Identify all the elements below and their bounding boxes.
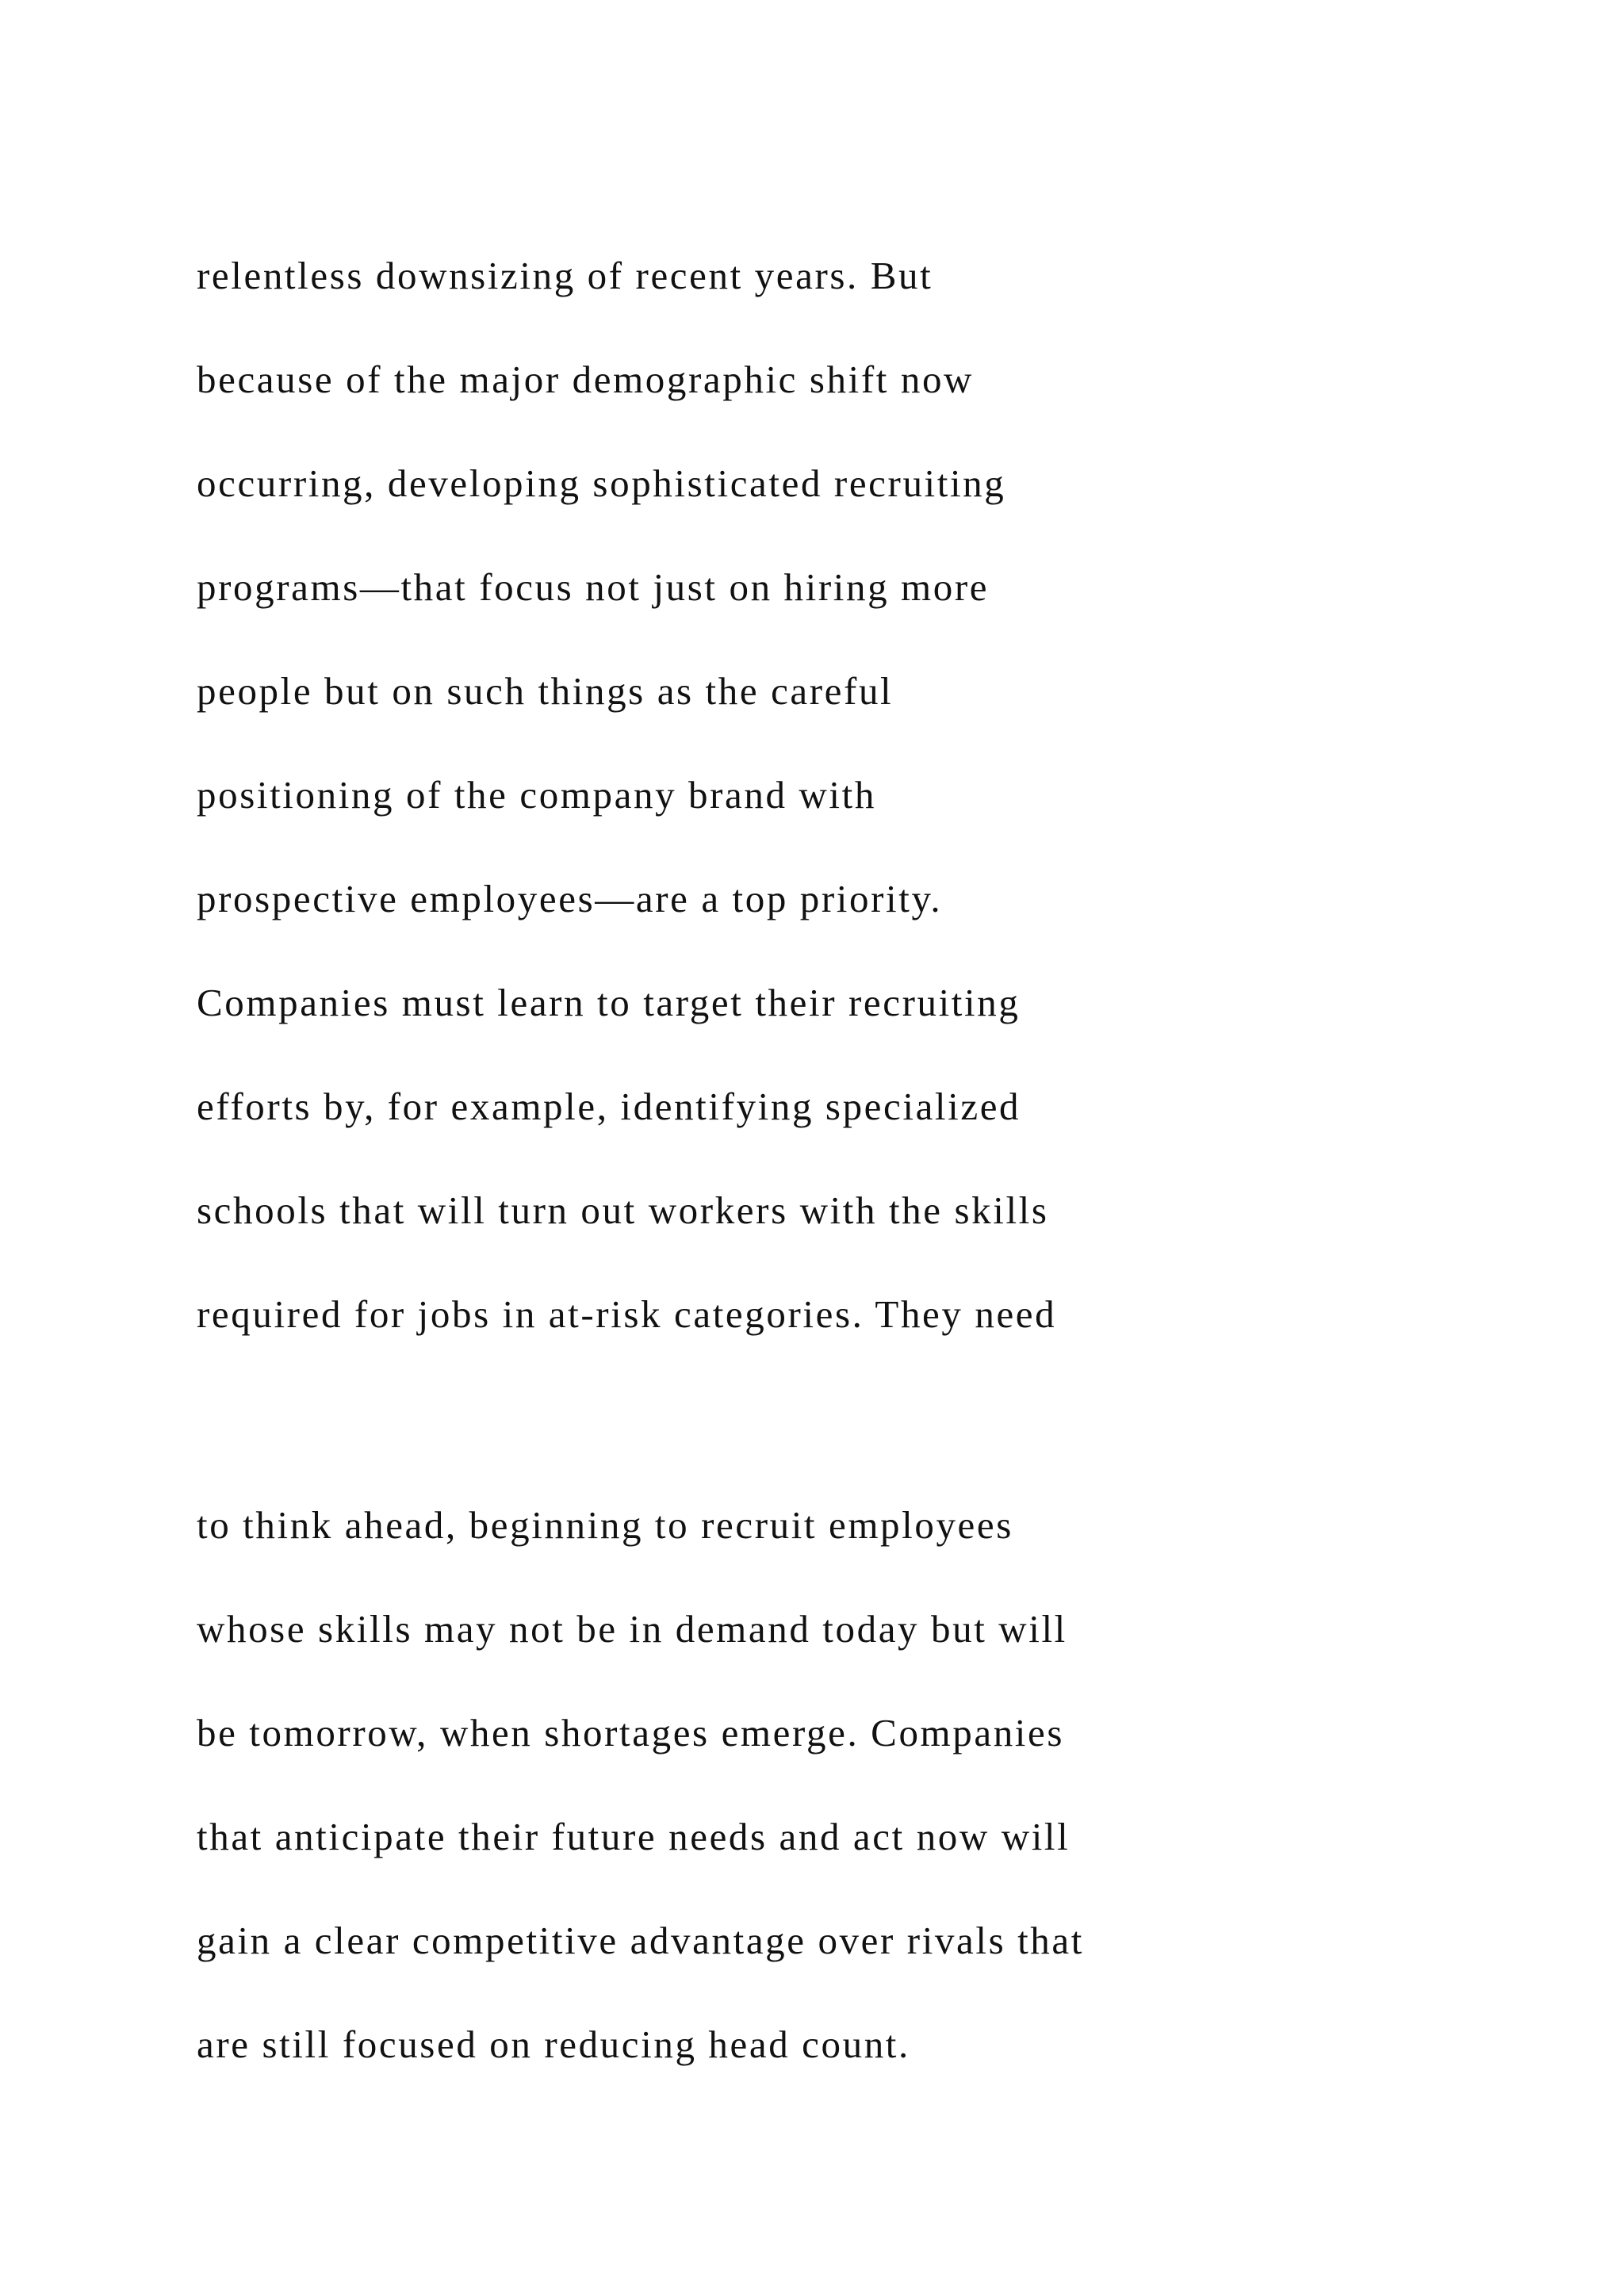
text-line: people but on such things as the careful <box>197 669 894 713</box>
text-line: positioning of the company brand with <box>197 773 876 817</box>
text-line: to think ahead, beginning to recruit employees <box>197 1503 1013 1547</box>
text-line: Companies must learn to target their recruiting <box>197 981 1021 1024</box>
text-line: schools that will turn out workers with the skills <box>197 1188 1049 1232</box>
text-line: are still focused on reducing head count. <box>197 2022 910 2066</box>
text-line: prospective employees—are a top priority. <box>197 877 943 920</box>
text-line: efforts by, for example, identifying specialized <box>197 1085 1021 1128</box>
text-line: gain a clear competitive advantage over rivals that <box>197 1919 1084 1962</box>
text-block-2 <box>197 1473 1561 2096</box>
text-line: programs—that focus not just on hiring more <box>197 565 990 609</box>
text-line: be tomorrow, when shortages emerge. Companies <box>197 1711 1065 1755</box>
text-block-1 <box>197 224 1561 1366</box>
text-line: that anticipate their future needs and act now will <box>197 1815 1071 1858</box>
text-line: whose skills may not be in demand today but will <box>197 1607 1067 1651</box>
text-line: occurring, developing sophisticated recruiting <box>197 461 1006 505</box>
text-line: because of the major demographic shift now <box>197 358 975 401</box>
text-line: required for jobs in at-risk categories. They need <box>197 1292 1057 1336</box>
text-line: relentless downsizing of recent years. But <box>197 254 933 297</box>
